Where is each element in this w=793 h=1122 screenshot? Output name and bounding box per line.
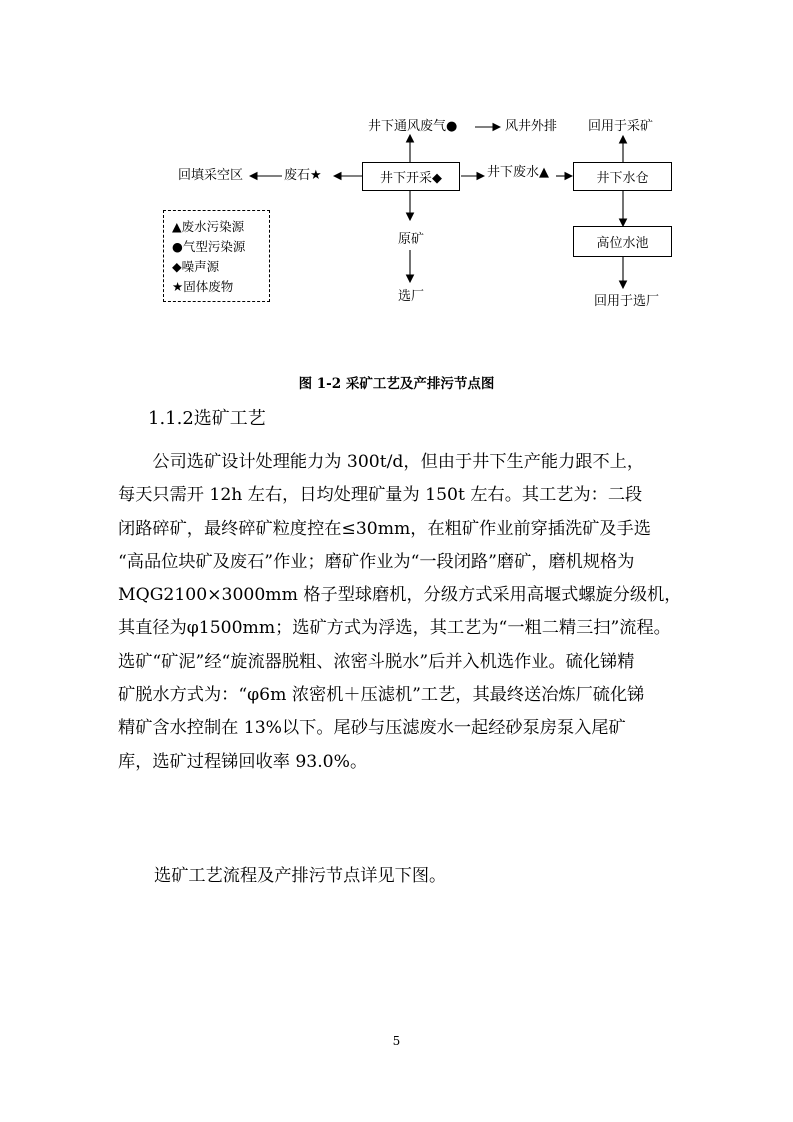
label-backfill: 回填采空区	[178, 168, 244, 183]
figure-caption: 图 1-2 采矿工艺及产排污节点图	[298, 376, 495, 392]
section-heading: 1.1.2选矿工艺	[148, 408, 266, 429]
legend-item-wastewater: ▲废水污染源	[172, 219, 245, 234]
diagram-legend	[163, 210, 270, 302]
page-number: 5	[392, 1034, 401, 1048]
node-mining-label: 井下开采◆	[380, 171, 442, 186]
mining-process-diagram	[0, 0, 793, 320]
closing-line: 选矿工艺流程及产排污节点详见下图。	[154, 866, 447, 886]
label-mine-water: 井下废水▲	[487, 165, 549, 180]
paragraph-line: 精矿含水控制在 13%以下。尾砂与压滤废水一起经砂泵房泵入尾矿	[118, 718, 626, 739]
node-mining	[362, 162, 460, 191]
body-paragraph	[118, 446, 682, 779]
paragraph-line: MQG2100×3000mm 格子型球磨机，分级方式采用高堰式螺旋分级机，	[118, 585, 682, 606]
node-pool-label: 高位水池	[596, 236, 649, 251]
legend-item-gas: ●气型污染源	[172, 239, 246, 254]
paragraph-line: 公司选矿设计处理能力为 300t/d，但由于井下生产能力跟不上，	[118, 452, 645, 472]
label-waste-rock: 废石★	[284, 168, 322, 183]
diagram-arrows	[0, 0, 793, 320]
paragraph-line: 其直径为φ1500mm；选矿方式为浮选，其工艺为“一粗二精三扫”流程。	[118, 618, 671, 639]
paragraph-line: 库，选矿过程锑回收率 93.0%。	[118, 751, 368, 772]
node-sump	[573, 162, 672, 191]
legend-item-noise: ◆噪声源	[172, 259, 220, 274]
paragraph-line: “高品位块矿及废石”作业；磨矿作业为“一段闭路”磨矿，磨机规格为	[118, 551, 635, 572]
legend-item-solid-waste: ★固体废物	[172, 279, 234, 294]
paragraph-line: 选矿“矿泥”经“旋流器脱粗、浓密斗脱水”后并入机选作业。硫化锑精	[118, 651, 635, 672]
label-reuse-mining: 回用于采矿	[588, 119, 654, 134]
paragraph-line: 矿脱水方式为：“φ6m 浓密机＋压滤机”工艺，其最终送冶炼厂硫化锑	[118, 685, 645, 706]
label-reuse-plant: 回用于选厂	[594, 294, 660, 309]
label-exhaust: 风井外排	[505, 119, 558, 134]
label-ventilation-gas: 井下通风废气●	[368, 119, 458, 134]
label-ore: 原矿	[398, 232, 425, 247]
node-pool	[573, 226, 672, 257]
label-to-plant: 选厂	[398, 289, 425, 304]
paragraph-line: 闭路碎矿，最终碎矿粒度控在≤30mm，在粗矿作业前穿插洗矿及手选	[118, 518, 651, 539]
node-sump-label: 井下水仓	[596, 171, 649, 186]
paragraph-line: 每天只需开 12h 左右，日均处理矿量为 150t 左右。其工艺为：二段	[118, 485, 643, 506]
